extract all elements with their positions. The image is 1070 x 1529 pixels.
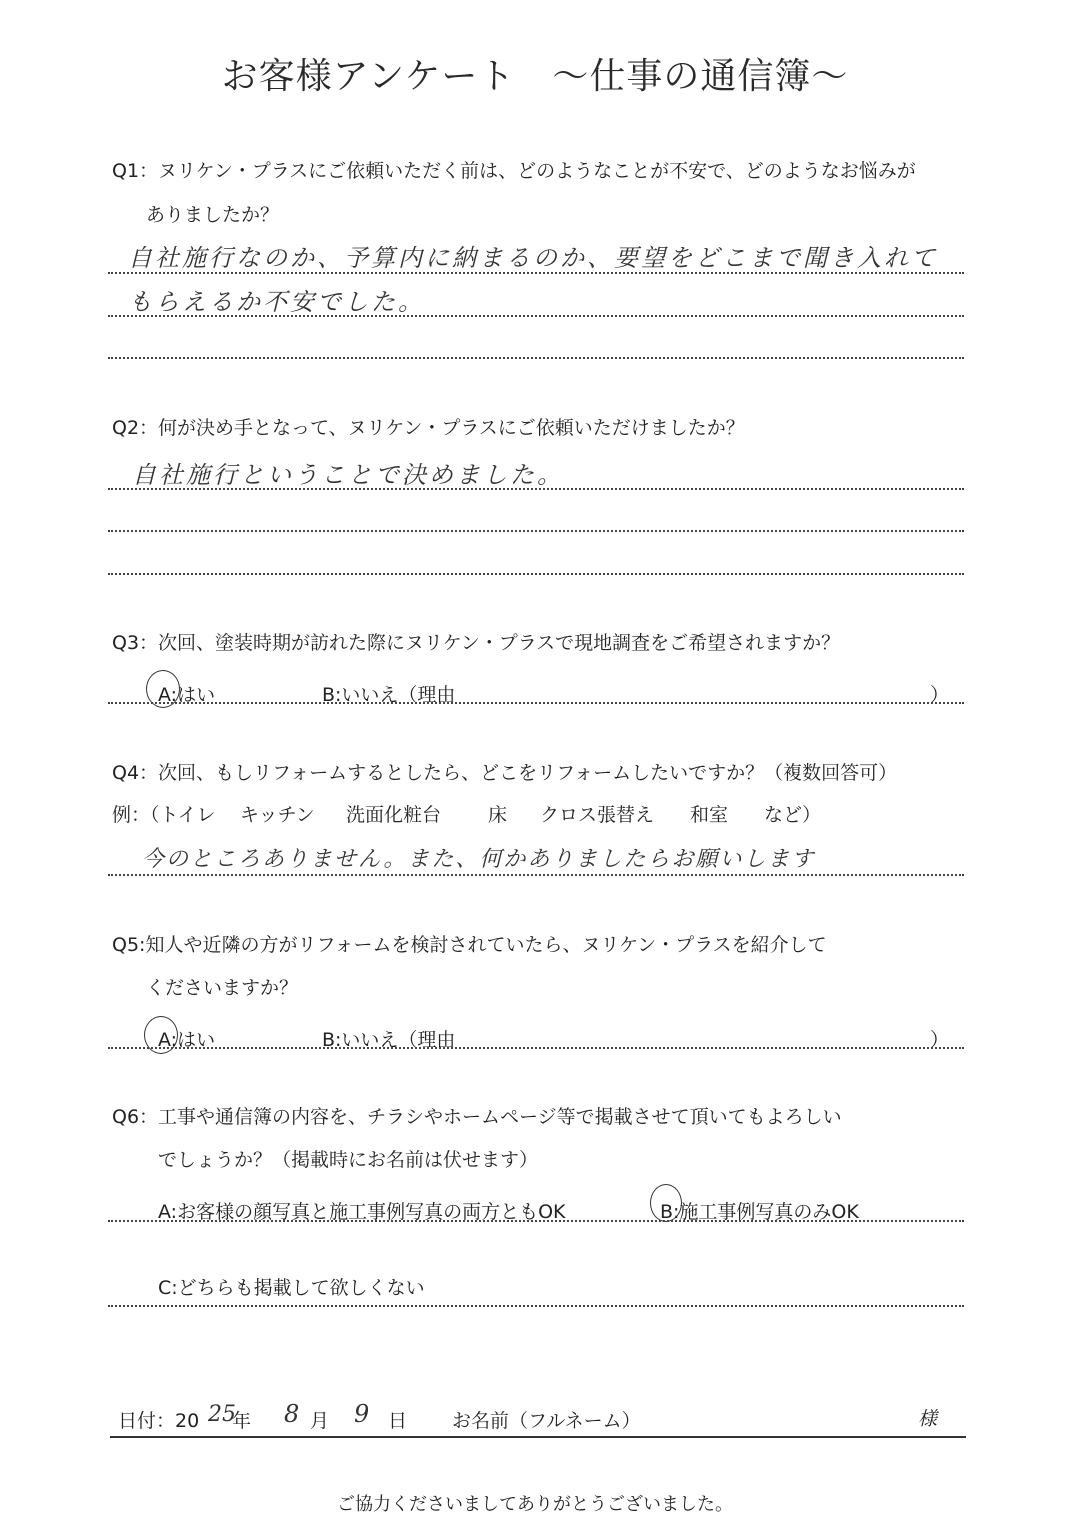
q4-example-washstand: 洗面化粧台 bbox=[346, 804, 442, 826]
q6-text-line2: でしょうか？（掲載時にお名前は伏せます） bbox=[158, 1149, 539, 1171]
date-label: 日付：20 bbox=[118, 1410, 200, 1432]
q6-rule-2 bbox=[108, 1305, 964, 1307]
q5-reason-close-paren: ） bbox=[930, 1029, 950, 1051]
q4-answer[interactable]: 今のところありません。また、何かありましたらお願いします bbox=[142, 847, 816, 872]
date-month-suffix: 月 bbox=[310, 1410, 330, 1432]
q4-example-washitsu: 和室 bbox=[690, 804, 729, 826]
q5-text-line1: Q5:知人や近隣の方がリフォームを検討されていたら、ヌリケン・プラスを紹介して bbox=[112, 934, 827, 956]
q2-text: Q2：何が決め手となって、ヌリケン・プラスにご依頼いただけましたか？ bbox=[112, 417, 745, 439]
thanks-message: ご協力くださいましてありがとうございました。 bbox=[337, 1494, 733, 1515]
q6-option-c[interactable]: C:どちらも掲載して欲しくない bbox=[158, 1277, 425, 1299]
q5-answer-rule bbox=[108, 1047, 964, 1049]
honorific-sama: 様 bbox=[918, 1408, 938, 1430]
q3-reason-close-paren: ） bbox=[930, 684, 950, 706]
q4-examples-prefix: 例：（トイレ bbox=[112, 804, 216, 826]
q2-answer-line1[interactable]: 自社施行ということで決めました。 bbox=[132, 461, 564, 489]
date-day-suffix: 日 bbox=[388, 1410, 408, 1432]
q4-text: Q4：次回、もしリフォームするとしたら、どこをリフォームしたいですか？（複数回答可） bbox=[112, 762, 898, 784]
q6-option-b[interactable]: B:施工事例写真のみOK bbox=[660, 1201, 859, 1223]
date-year-field[interactable]: 25 bbox=[208, 1402, 236, 1427]
q2-answer-rule-1 bbox=[108, 488, 964, 490]
q4-example-kitchen: キッチン bbox=[240, 804, 315, 826]
q1-answer-line2[interactable]: もらえるか不安でした。 bbox=[128, 288, 425, 316]
q1-answer-rule-2 bbox=[108, 315, 964, 317]
q4-example-cloth: クロス張替え bbox=[540, 804, 655, 826]
q4-answer-rule bbox=[108, 874, 964, 876]
date-day-field[interactable]: 9 bbox=[354, 1400, 373, 1428]
q5-option-b[interactable]: B:いいえ（理由 bbox=[322, 1029, 456, 1051]
q1-answer-rule-3 bbox=[108, 357, 964, 359]
q4-example-etc: など） bbox=[764, 804, 822, 826]
q1-text-line2: ありましたか？ bbox=[146, 204, 280, 226]
q3-answer-rule bbox=[108, 702, 964, 704]
date-year-suffix: 年 bbox=[232, 1410, 252, 1432]
q3-option-b[interactable]: B:いいえ（理由 bbox=[322, 684, 456, 706]
q3-text: Q3：次回、塗装時期が訪れた際にヌリケン・プラスで現地調査をご希望されますか？ bbox=[112, 632, 841, 654]
footer-rule bbox=[110, 1436, 966, 1438]
name-field[interactable] bbox=[660, 1406, 900, 1432]
q2-answer-rule-2 bbox=[108, 530, 964, 532]
name-label: お名前（フルネーム） bbox=[452, 1410, 641, 1432]
q1-answer-rule-1 bbox=[108, 272, 964, 274]
q1-text-line1: Q1：ヌリケン・プラスにご依頼いただく前は、どのようなことが不安で、どのようなお悩みが bbox=[112, 160, 916, 182]
q6-option-a[interactable]: A:お客様の顔写真と施工事例写真の両方ともOK bbox=[158, 1201, 566, 1223]
q5-text-line2: くださいますか？ bbox=[146, 977, 299, 999]
q6-rule-1 bbox=[108, 1220, 964, 1222]
q4-example-floor: 床 bbox=[488, 804, 508, 826]
date-month-field[interactable]: 8 bbox=[284, 1400, 303, 1428]
q3-option-a[interactable]: A:はい bbox=[158, 684, 216, 706]
q6-text-line1: Q6：工事や通信簿の内容を、チラシやホームページ等で掲載させて頂いてもよろしい bbox=[112, 1106, 842, 1128]
q5-option-a[interactable]: A:はい bbox=[158, 1029, 216, 1051]
survey-title: お客様アンケート ～仕事の通信簿～ bbox=[221, 56, 849, 97]
q1-answer-line1[interactable]: 自社施行なのか、予算内に納まるのか、要望をどこまで聞き入れて bbox=[128, 244, 938, 272]
q2-answer-rule-3 bbox=[108, 573, 964, 575]
